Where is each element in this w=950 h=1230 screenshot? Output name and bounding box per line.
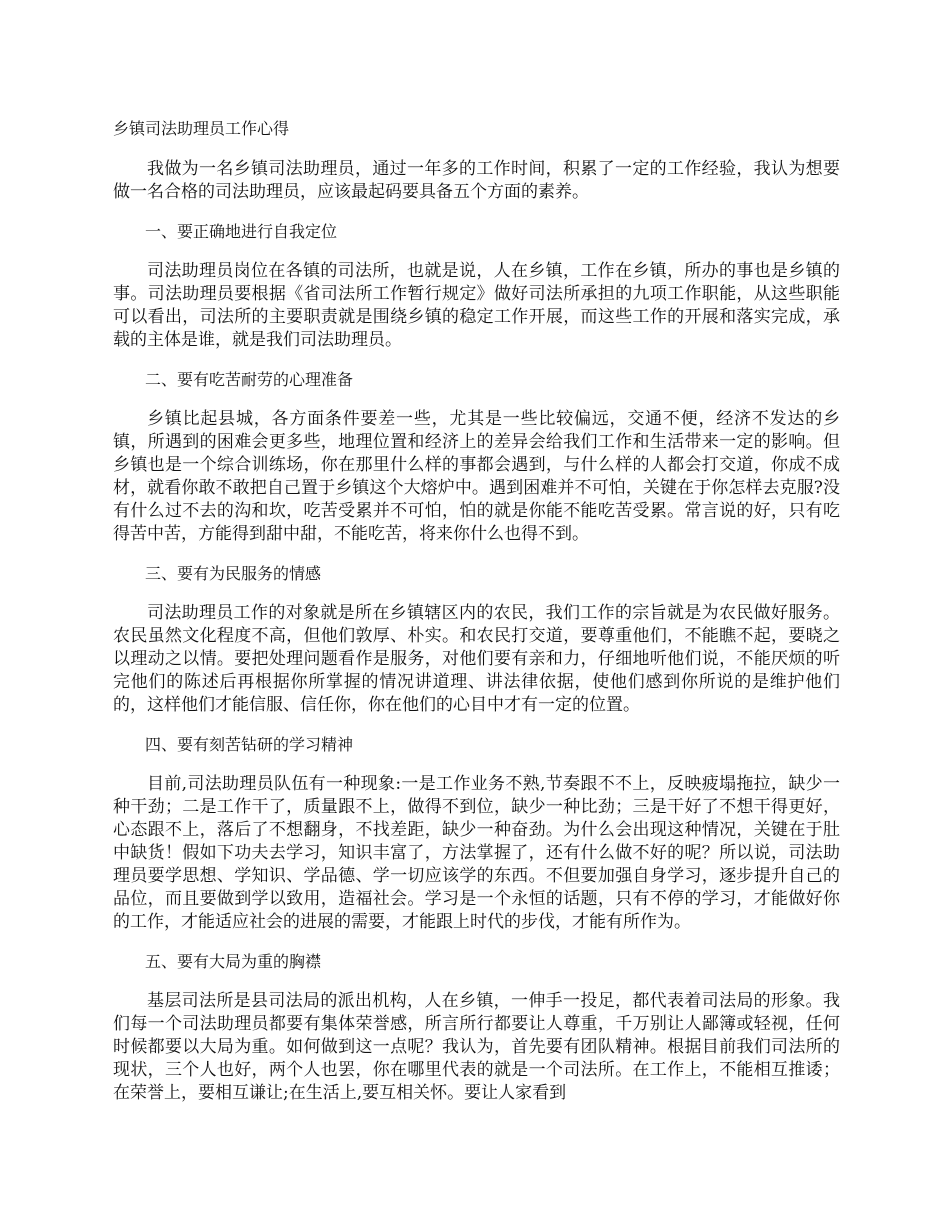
section-body-4: 目前,司法助理员队伍有一种现象:一是工作业务不熟,节奏跟不不上，反映疲塌拖拉，缺少一种干劲；二是工作干了，质量跟不上，做得不到位，缺少一种比劲；三是干好了不想干得更好，心态跟不上，落后了不想翻身，不找差距，缺少一种奋劲。为什么会出现这种情况，关键在于肚中缺货！假如下功夫去学习，知识丰富了，方法掌握了，还有什么做不好的呢？所以说，司法助理员要学思想、学知识、学品德、学一切应该学的东西。不但要加强自身学习，逐步提升自己的品位，而且要做到学以致用，造福社会。学习是一个永恒的话题，只有不停的学习，才能做好你的工作，才能适应社会的进展的需要，才能跟上时代的步伐，才能有所作为。 [113,774,840,932]
section-heading-4: 四、要有刻苦钻研的学习精神 [145,735,354,754]
section-body-3: 司法助理员工作的对象就是所在乡镇辖区内的农民，我们工作的宗旨就是为农民做好服务。农民虽然文化程度不高，但他们敦厚、朴实。和农民打交道，要尊重他们，不能瞧不起，要晓之以理动之以情。要把处理问题看作是服务，对他们要有亲和力，仔细地听他们说，不能厌烦的听完他们的陈述后再根据你所掌握的情况讲道理、讲法律依据，使他们感到你所说的是维护他们的，这样他们才能信服、信任你，你在他们的心目中才有一定的位置。 [113,603,840,715]
section-body-1: 司法助理员岗位在各镇的司法所，也就是说，人在乡镇，工作在乡镇，所办的事也是乡镇的事。司法助理员要根据《省司法所工作暂行规定》做好司法所承担的九项工作职能，从这些职能可以看出，司法所的主要职责就是围绕乡镇的稳定工作开展，而这些工作的开展和落实完成，承载的主体是谁，就是我们司法助理员。 [113,261,840,350]
section-body-2: 乡镇比起县城，各方面条件要差一些，尤其是一些比较偏远，交通不便，经济不发达的乡镇，所遇到的困难会更多些，地理位置和经济上的差异会给我们工作和生活带来一定的影响。但乡镇也是一个综合训练场，你在那里什么样的事都会遇到，与什么样的人都会打交道，你成不成材，就看你敢不敢把自己置于乡镇这个大熔炉中。遇到困难并不可怕，关键在于你怎样去克服?没有什么过不去的沟和坎，吃苦受累并不可怕，怕的就是你能不能吃苦受累。常言说的好，只有吃得苦中苦，方能得到甜中甜，不能吃苦，将来你什么也得不到。 [113,409,840,544]
intro-paragraph: 我做为一名乡镇司法助理员，通过一年多的工作时间，积累了一定的工作经验，我认为想要做一名合格的司法助理员，应该最起码要具备五个方面的素养。 [113,159,840,202]
section-heading-5: 五、要有大局为重的胸襟 [145,952,322,971]
section-body-5: 基层司法所是县司法局的派出机构，人在乡镇，一伸手一投足，都代表着司法局的形象。我们每一个司法助理员都要有集体荣誉感，所言所行都要让人尊重，千万别让人鄙簿或轻视，任何时候都要以大局为重。如何做到这一点呢？我认为，首先要有团队精神。根据目前我们司法所的现状，三个人也好，两个人也罢，你在哪里代表的就是一个司法所。在工作上，不能相互推诿；在荣誉上，要相互谦让;在生活上,要互相关怀。要让人家看到 [113,991,840,1103]
section-heading-1: 一、要正确地进行自我定位 [145,222,338,241]
document-page [113,118,840,1122]
section-heading-3: 三、要有为民服务的情感 [145,564,322,583]
document-title: 乡镇司法助理员工作心得 [113,119,290,138]
section-heading-2: 二、要有吃苦耐劳的心理准备 [145,370,354,389]
